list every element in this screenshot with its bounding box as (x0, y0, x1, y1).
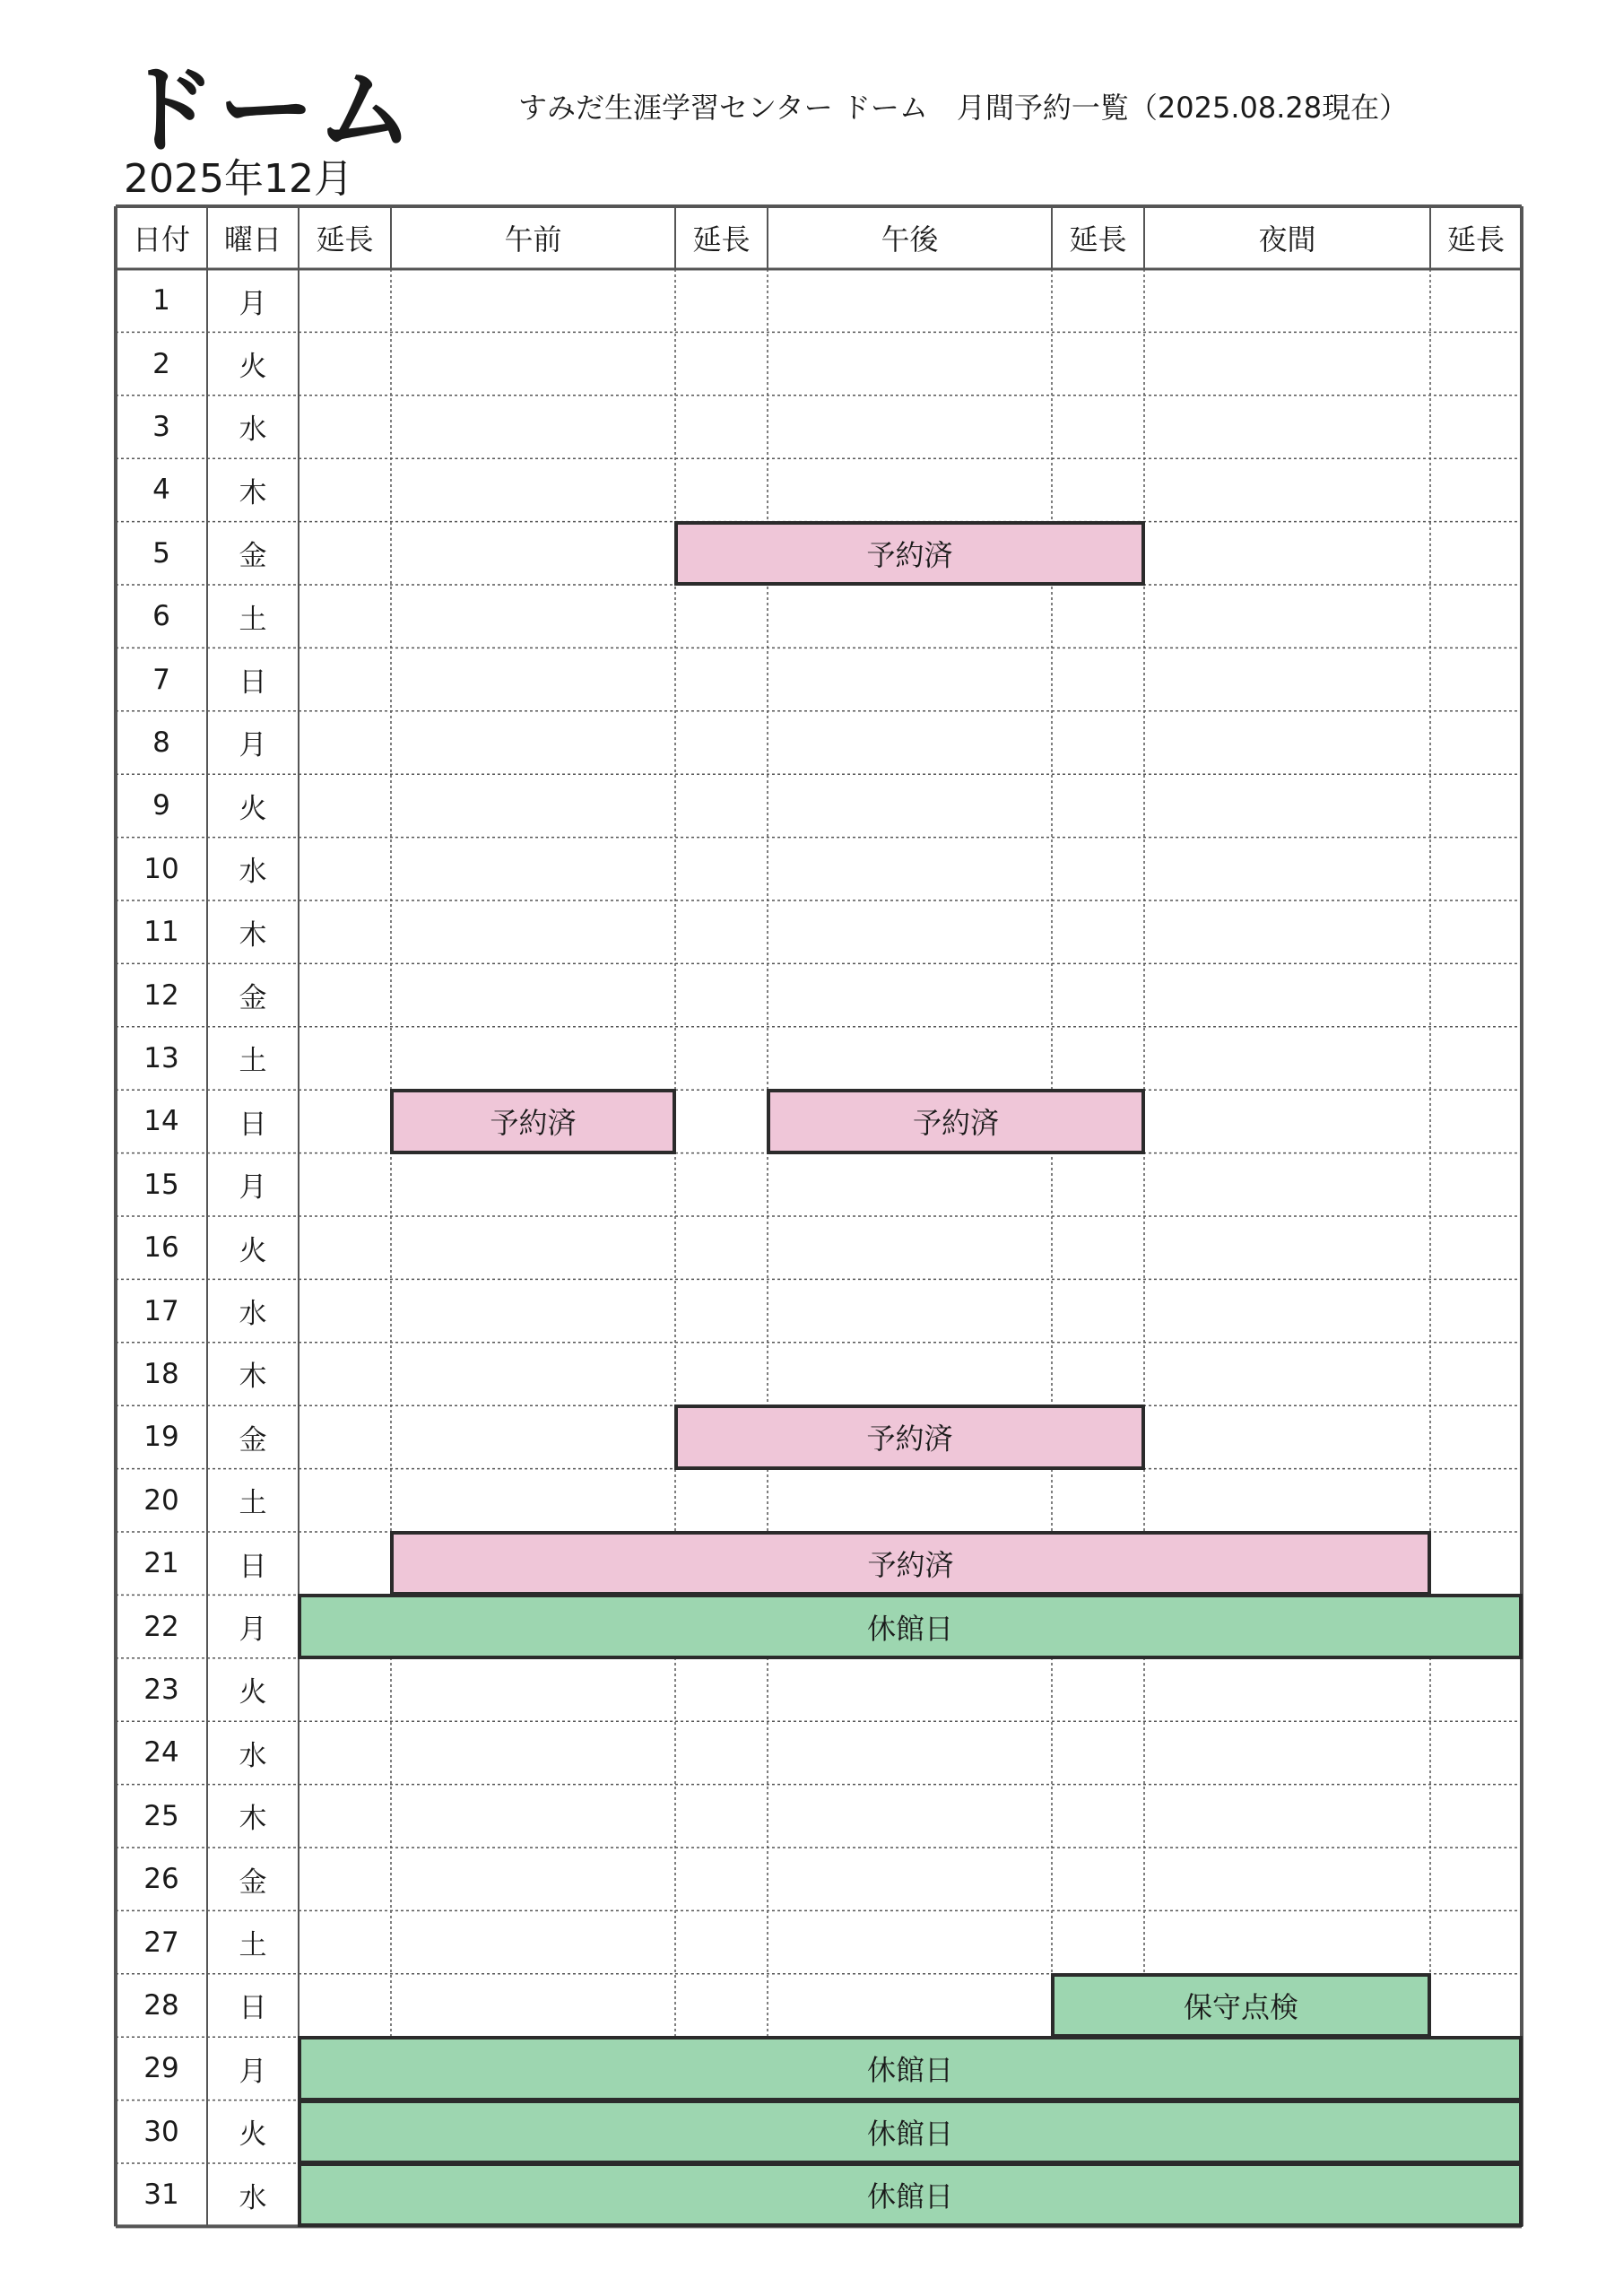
weekday-cell: 水 (239, 2181, 267, 2214)
column-header: 日付 (132, 222, 190, 257)
weekday-cell: 火 (239, 1676, 267, 1709)
date-cell: 8 (152, 726, 170, 759)
weekday-cell: 土 (239, 1045, 267, 1078)
reservation-block: 予約済 (674, 1405, 1145, 1469)
reservation-block: 予約済 (390, 1531, 1431, 1596)
date-cell: 29 (143, 2052, 179, 2085)
weekday-cell: 月 (239, 2055, 267, 2088)
column-header: 曜日 (223, 222, 282, 257)
weekday-cell: 火 (239, 2118, 267, 2152)
date-cell: 25 (143, 1799, 179, 1832)
weekday-cell: 金 (239, 1423, 267, 1457)
weekday-cell: 木 (239, 1361, 267, 1394)
date-cell: 4 (152, 474, 170, 507)
weekday-cell: 水 (239, 1298, 267, 1331)
weekday-cell: 火 (239, 1234, 267, 1267)
weekday-cell: 金 (239, 1866, 267, 1899)
weekday-cell: 水 (239, 413, 267, 447)
column-header: 延長 (316, 222, 374, 257)
weekday-cell: 金 (239, 982, 267, 1015)
date-cell: 10 (143, 852, 179, 885)
date-cell: 19 (143, 1421, 179, 1454)
date-cell: 26 (143, 1863, 179, 1896)
date-cell: 27 (143, 1926, 179, 1959)
closure-block: 休館日 (298, 2100, 1523, 2164)
reservation-block: 予約済 (390, 1089, 676, 1153)
weekday-cell: 木 (239, 1803, 267, 1836)
closure-block: 保守点検 (1051, 1973, 1431, 2038)
date-cell: 9 (152, 789, 170, 822)
date-cell: 17 (143, 1294, 179, 1327)
date-cell: 15 (143, 1168, 179, 1201)
reservation-block: 予約済 (767, 1089, 1145, 1153)
column-header: 午後 (881, 222, 939, 257)
reservation-block: 予約済 (674, 521, 1145, 586)
closure-block: 休館日 (298, 2036, 1523, 2100)
weekday-cell: 日 (239, 1550, 267, 1583)
date-cell: 11 (143, 916, 179, 949)
date-cell: 21 (143, 1547, 179, 1580)
date-cell: 14 (143, 1105, 179, 1138)
weekday-cell: 金 (239, 540, 267, 573)
date-cell: 18 (143, 1357, 179, 1390)
weekday-cell: 火 (239, 792, 267, 825)
date-cell: 20 (143, 1483, 179, 1517)
weekday-cell: 土 (239, 603, 267, 636)
weekday-cell: 火 (239, 351, 267, 384)
date-cell: 23 (143, 1673, 179, 1706)
column-header: 延長 (692, 222, 751, 257)
date-cell: 6 (152, 600, 170, 633)
date-cell: 1 (152, 284, 170, 317)
weekday-cell: 土 (239, 1487, 267, 1520)
weekday-cell: 水 (239, 1739, 267, 1772)
date-cell: 12 (143, 978, 179, 1012)
date-cell: 13 (143, 1041, 179, 1074)
date-cell: 22 (143, 1610, 179, 1643)
weekday-cell: 月 (239, 1613, 267, 1647)
column-header: 午前 (504, 222, 562, 257)
column-header: 延長 (1069, 222, 1127, 257)
page-title: ドーム (119, 55, 416, 167)
weekday-cell: 日 (239, 1992, 267, 2025)
weekday-cell: 月 (239, 1171, 267, 1205)
date-cell: 28 (143, 1988, 179, 2022)
date-cell: 5 (152, 536, 170, 570)
date-cell: 7 (152, 663, 170, 696)
weekday-cell: 土 (239, 1929, 267, 1962)
weekday-cell: 木 (239, 918, 267, 952)
date-cell: 2 (152, 347, 170, 380)
date-cell: 3 (152, 410, 170, 443)
weekday-cell: 日 (239, 1108, 267, 1141)
date-cell: 24 (143, 1736, 179, 1770)
column-header: 夜間 (1258, 222, 1316, 257)
weekday-cell: 月 (239, 729, 267, 762)
document-subtitle: すみだ生涯学習センター ドーム 月間予約一覧（2025.08.28現在） (518, 91, 1409, 125)
month-label: 2025年12月 (124, 156, 353, 202)
date-cell: 31 (143, 2179, 179, 2212)
weekday-cell: 日 (239, 666, 267, 700)
closure-block: 休館日 (298, 1594, 1523, 1658)
date-cell: 30 (143, 2115, 179, 2148)
closure-block: 休館日 (298, 2162, 1523, 2227)
date-cell: 16 (143, 1231, 179, 1265)
weekday-cell: 水 (239, 856, 267, 889)
weekday-cell: 月 (239, 287, 267, 320)
column-header: 延長 (1446, 222, 1505, 257)
weekday-cell: 木 (239, 476, 267, 509)
